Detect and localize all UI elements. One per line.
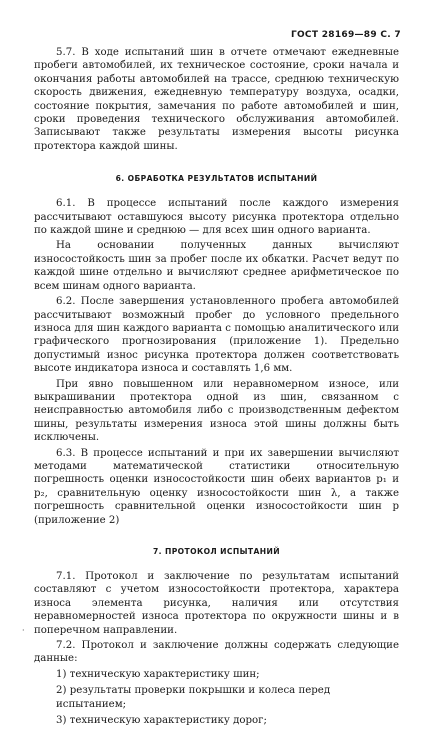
paragraph-7-2: 7.2. Протокол и заключение должны содержать следующие данные: [34, 640, 399, 665]
section-7-heading: 7. ПРОТОКОЛ ИСПЫТАНИЙ [152, 547, 281, 556]
paragraph-7-1: 7.1. Протокол и заключение по результатам испытаний составляют с учетом износостойкости протектора, характера износа элемента рисунка, наличия или отсутствия неравномерностей износа протектора по окружности шины и в поперечном направлении. [34, 571, 399, 636]
running-header: ГОСТ 28169—89 С. 7 [290, 30, 401, 40]
list-item: 1) техническую характеристику шин; [56, 668, 260, 680]
list-item: 2) результаты проверки покрышки и колеса перед испытанием; [56, 684, 331, 710]
paragraph-6-1-continued: На основании полученных данных вычисляют износостойкость шин за пробег после их обкатки. Расчет ведут по каждой шине отдельно и вычисляют среднее арифметическое по всем шинам одного варианта. [34, 240, 399, 292]
paragraph-6-1: 6.1. В процессе испытаний после каждого измерения рассчитывают оставшуюся высоту рисунка протектора отдельно по каждой шине и среднюю — для всех шин одного варианта. [34, 198, 399, 237]
required-data-list [34, 668, 399, 728]
section-6-heading: 6. ОБРАБОТКА РЕЗУЛЬТАТОВ ИСПЫТАНИЙ [115, 174, 318, 184]
margin-mark: · [22, 626, 25, 635]
page-content [34, 46, 399, 730]
paragraph-6-2: 6.2. После завершения установленного пробега автомобилей рассчитывают возможный пробег до условного предельного износа для шин каждого варианта с помощью аналитического или графического прогнозирования (приложение 1). Предельно допустимый износ рисунка протектора должен соответствовать высоте индикатора износа и составлять 1,6 мм. [34, 296, 399, 375]
list-item: 3) техническую характеристику дорог; [56, 714, 267, 726]
paragraph-5-7: 5.7. В ходе испытаний шин в отчете отмечают ежедневные пробеги автомобилей, их техническое состояние, сроки начала и окончания работы автомобилей на трассе, среднюю техническую скорость движения, ежедневную температуру воздуха, осадки, состояние покрытия, замечания по работе автомобилей и шин, сроки проведения технического обслуживания автомобилей. Записывают также результаты измерения высоты рисунка протектора каждой шины. [34, 47, 399, 152]
paragraph-6-2-continued: При явно повышенном или неравномерном износе, или выкрашивании протектора одной из шин, связанном с неисправностью автомобиля либо с производственным дефектом шины, результаты измерения износа этой шины должны быть исключены. [34, 378, 399, 444]
paragraph-6-3: 6.3. В процессе испытаний и при их завершении вычисляют методами математической статистики относительную погрешность оценки износостойкости шин обеих вариантов p₁ и p₂, сравнительную оценку износостойкости шин λ, а также погрешность сравнительной оценки износостойкости шин p (приложение 2) [34, 447, 399, 526]
